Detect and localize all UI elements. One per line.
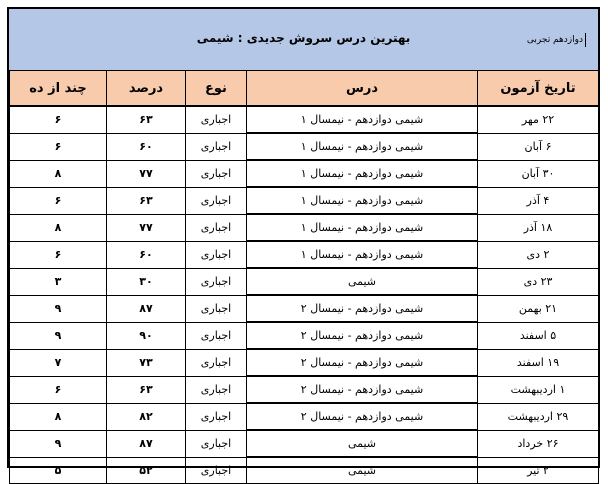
lesson-cell: شیمی دوازدهم - نیمسال ۲ [247,349,478,376]
table-row [10,322,599,349]
lesson-cell: شیمی دوازدهم - نیمسال ۲ [247,322,478,349]
table-row [10,241,599,268]
score-cell: ۶ [10,376,107,403]
date-cell: ۵ اسفند [478,322,599,349]
date-cell: ۲ دی [478,241,599,268]
col-header-lesson: درس [247,71,478,107]
score-cell: ۶ [10,133,107,160]
type-cell: اجباری [186,133,247,160]
date-cell: ۴ آذر [478,187,599,214]
type-cell: اجباری [186,430,247,457]
lesson-cell: شیمی دوازدهم - نیمسال ۱ [247,241,478,268]
lesson-cell: شیمی دوازدهم - نیمسال ۱ [247,160,478,187]
date-cell: ۲۶ خرداد [478,430,599,457]
type-cell: اجباری [186,376,247,403]
score-cell: ۶ [10,187,107,214]
table-row [10,376,599,403]
table-row [10,214,599,241]
date-cell: ۳۰ آبان [478,160,599,187]
table-row [10,403,599,430]
lesson-cell: شیمی دوازدهم - نیمسال ۲ [247,376,478,403]
grade-label: دوازدهم تجربی [527,33,586,47]
lesson-cell: شیمی دوازدهم - نیمسال ۲ [247,295,478,322]
table-row [10,457,599,484]
percent-cell: ۳۰ [107,268,186,295]
type-cell: اجباری [186,268,247,295]
score-cell: ۸ [10,214,107,241]
col-header-date: تاریخ آزمون [478,71,599,107]
percent-cell: ۶۳ [107,106,186,133]
type-cell: اجباری [186,187,247,214]
percent-cell: ۶۳ [107,376,186,403]
type-cell: اجباری [186,457,247,484]
score-sheet [7,7,600,477]
type-cell: اجباری [186,106,247,133]
score-cell: ۶ [10,241,107,268]
lesson-cell: شیمی دوازدهم - نیمسال ۱ [247,187,478,214]
score-cell: ۳ [10,268,107,295]
score-cell: ۵ [10,457,107,484]
type-cell: اجباری [186,322,247,349]
date-cell: ۲۲ مهر [478,106,599,133]
table-row [10,133,599,160]
date-cell: ۱ اردیبهشت [478,376,599,403]
table-row [10,349,599,376]
date-cell: ۱۸ آذر [478,214,599,241]
score-cell: ۷ [10,349,107,376]
title-band [9,9,598,72]
lesson-cell: شیمی [247,268,478,295]
type-cell: اجباری [186,160,247,187]
lesson-cell: شیمی دوازدهم - نیمسال ۲ [247,403,478,430]
type-cell: اجباری [186,349,247,376]
table-row [10,160,599,187]
score-cell: ۹ [10,322,107,349]
type-cell: اجباری [186,241,247,268]
page-title: بهترین درس سروش جدیدی : شیمی [196,31,411,45]
percent-cell: ۸۷ [107,430,186,457]
lesson-cell: شیمی [247,457,478,484]
table-row [10,187,599,214]
lesson-cell: شیمی دوازدهم - نیمسال ۱ [247,133,478,160]
lesson-cell: شیمی دوازدهم - نیمسال ۱ [247,214,478,241]
percent-cell: ۵۲ [107,457,186,484]
score-cell: ۹ [10,430,107,457]
score-cell: ۹ [10,295,107,322]
header-row [10,71,599,107]
score-cell: ۸ [10,160,107,187]
score-cell: ۸ [10,403,107,430]
table-row [10,295,599,322]
col-header-type: نوع [186,71,247,107]
date-cell: ۲۹ اردیبهشت [478,403,599,430]
col-header-score: چند از ده [10,71,107,107]
percent-cell: ۶۰ [107,133,186,160]
date-cell: ۲۱ بهمن [478,295,599,322]
lesson-cell: شیمی [247,430,478,457]
results-table [9,70,599,484]
table-row [10,430,599,457]
score-cell: ۶ [10,106,107,133]
percent-cell: ۷۳ [107,349,186,376]
percent-cell: ۷۷ [107,160,186,187]
type-cell: اجباری [186,214,247,241]
percent-cell: ۶۳ [107,187,186,214]
percent-cell: ۸۷ [107,295,186,322]
col-header-percent: درصد [107,71,186,107]
table-row [10,106,599,133]
percent-cell: ۸۲ [107,403,186,430]
date-cell: ۲ تیر [478,457,599,484]
date-cell: ۲۳ دی [478,268,599,295]
percent-cell: ۷۷ [107,214,186,241]
percent-cell: ۶۰ [107,241,186,268]
table-row [10,268,599,295]
date-cell: ۱۹ اسفند [478,349,599,376]
type-cell: اجباری [186,295,247,322]
lesson-cell: شیمی دوازدهم - نیمسال ۱ [247,106,478,133]
percent-cell: ۹۰ [107,322,186,349]
type-cell: اجباری [186,403,247,430]
date-cell: ۶ آبان [478,133,599,160]
